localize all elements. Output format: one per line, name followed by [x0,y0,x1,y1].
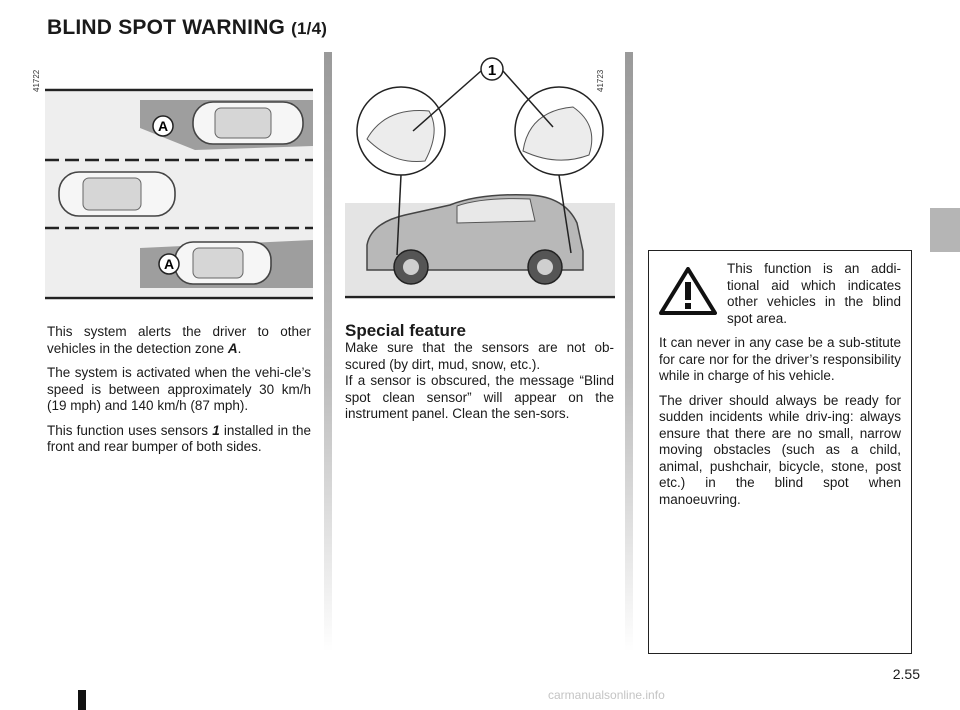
page-title-main: BLIND SPOT WARNING [47,16,286,39]
page-title [47,16,327,40]
warning-aid-paragraph: This function is an addi-tional aid which indicates other vehicles in the blind spot area. [727,261,901,326]
activation-speed-paragraph: The system is activated when the vehi-cle’s speed is between approximately 30 km/h (19 mph) and 140 km/h (87 mph). [47,365,311,413]
warning-obstacles-paragraph: The driver should always be ready for sudden incidents while driv-ing: always ensure that there are no small, narrow moving obstacles (such as a child, animal, pushchair, bicycle, stone, post etc.) in the blind spot when manoeuvring. [659,392,901,507]
sensor-message-paragraph: If a sensor is obscured, the message “Blind spot clean sensor” will appear on the instrument panel. Clean the sen-sors. [345,373,614,421]
zone-a-label: A [163,256,175,272]
detection-paragraph: This system alerts the driver to other vehicles in the detection zone A. [47,324,311,356]
sensor-location-illustration [345,55,615,300]
special-feature-heading: Special feature [345,321,466,340]
intro-text [47,324,311,464]
page-number: 2.55 [892,666,920,682]
page-title-suffix: (1/4) [291,19,328,38]
column-divider-left [324,52,332,652]
warning-responsibility-paragraph: It can never in any case be a sub-stitute for care nor for the driver’s responsibility while in charge of his vehicle. [659,335,901,383]
figure-ref-right: 41723 [596,69,605,92]
section-tab-marker [930,208,960,252]
zone-a-label: A [157,118,169,134]
sensors-paragraph: This function uses sensors 1 installed in the front and rear bumper of both sides. [47,422,311,454]
figure-ref-left: 41722 [32,69,41,92]
blind-spot-zone-illustration [45,88,313,300]
column-divider-right [625,52,633,652]
sensor-clean-paragraph: Make sure that the sensors are not ob-scured (by dirt, mud, snow, etc.). [345,340,614,372]
corner-mark [78,690,86,710]
warning-box [648,250,912,654]
car-top-view [193,102,303,144]
warning-triangle-icon [659,267,717,315]
car-top-view [175,242,271,284]
special-feature-section [345,322,614,431]
footer-watermark: carmanualsonline.info [548,688,665,702]
car-top-view [59,172,175,216]
sensor-label: 1 [487,62,497,79]
